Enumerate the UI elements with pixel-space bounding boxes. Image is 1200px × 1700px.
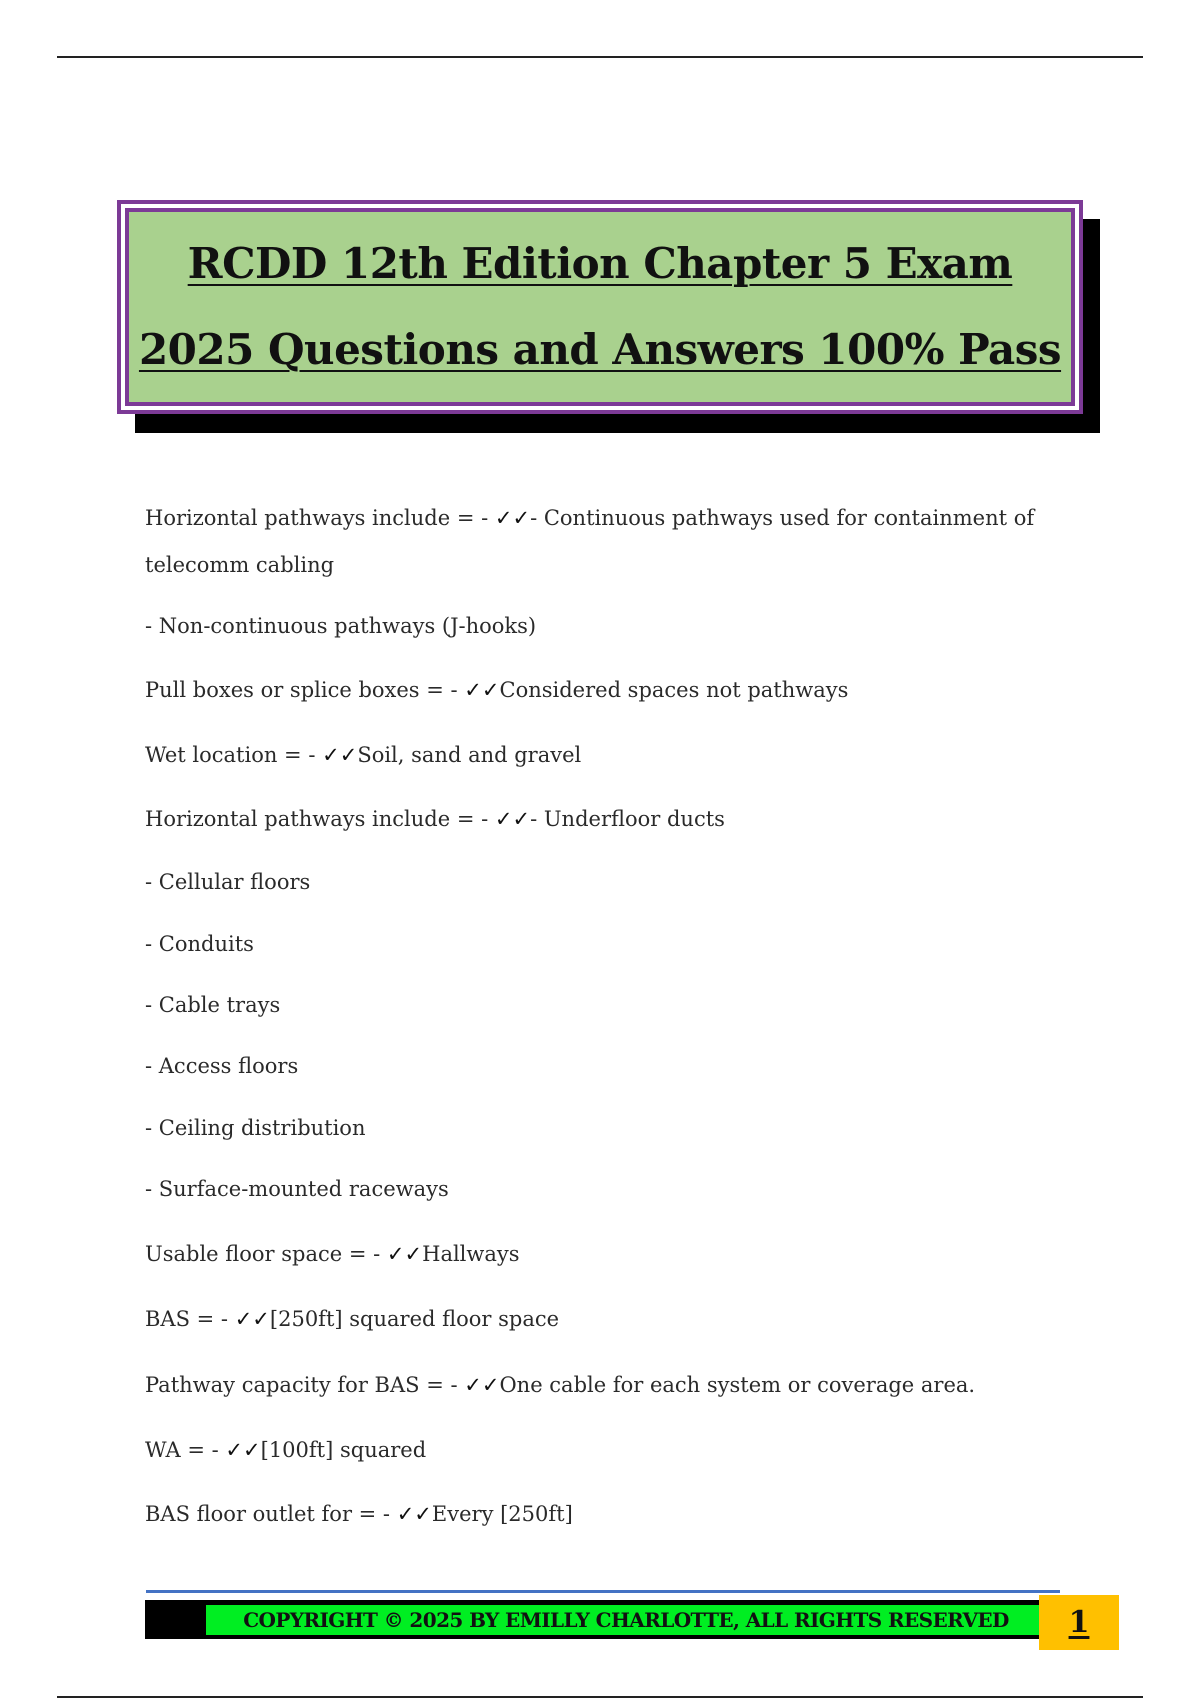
qa-question: - Ceiling distribution [145,1116,366,1140]
document-title-line-1: RCDD 12th Edition Chapter 5 Exam [187,239,1013,288]
title-box-inner [125,208,1075,406]
qa-question: Pull boxes or splice boxes = - [145,678,465,702]
qa-question: - Surface-mounted raceways [145,1177,449,1201]
double-check-icon: ✓✓ [464,1373,500,1397]
qa-answer: Every [250ft] [431,1502,573,1526]
document-title-line-2: 2025 Questions and Answers 100% Pass [138,325,1062,374]
double-check-icon: ✓✓ [396,1502,432,1526]
qa-question: - Non-continuous pathways (J-hooks) [145,614,537,638]
qa-question: - Access floors [145,1054,299,1078]
qa-line [145,1177,1065,1201]
qa-line [145,743,1065,767]
double-check-icon: ✓✓ [225,1438,261,1462]
qa-question: telecomm cabling [145,553,335,577]
title-box [117,200,1083,414]
header-rule [57,56,1143,58]
qa-line [145,506,1065,530]
qa-line [145,1116,1065,1140]
qa-answer: Soil, sand and gravel [357,743,582,767]
qa-question: BAS floor outlet for = - [145,1502,397,1526]
qa-line [145,870,1065,894]
qa-question: - Conduits [145,932,254,956]
double-check-icon: ✓✓ [494,506,531,530]
qa-line [145,678,1065,702]
double-check-icon: ✓✓ [386,1242,423,1266]
double-check-icon: ✓✓ [494,807,531,831]
qa-question: Pathway capacity for BAS = - [145,1373,465,1397]
qa-answer: - Continuous pathways used for containment of [530,506,1035,530]
double-check-icon: ✓✓ [464,678,500,702]
qa-question: - Cellular floors [145,870,311,894]
qa-question: Horizontal pathways include = - [145,807,495,831]
qa-question: BAS = - [145,1307,235,1331]
qa-question: Usable floor space = - [145,1242,387,1266]
footer-rule [146,1590,1060,1593]
page-number: 1 [1068,1605,1090,1640]
qa-answer: - Underfloor ducts [530,807,725,831]
qa-question: Wet location = - [145,743,323,767]
qa-answer: One cable for each system or coverage area. [499,1373,976,1397]
qa-line [145,614,1065,638]
qa-question: - Cable trays [145,993,281,1017]
qa-line [145,993,1065,1017]
double-check-icon: ✓✓ [234,1307,270,1331]
qa-line [145,932,1065,956]
qa-line [145,807,1065,831]
bottom-rule [57,1696,1143,1698]
qa-question: Horizontal pathways include = - [145,506,495,530]
page-number-badge [1039,1595,1119,1650]
qa-line [145,1502,1065,1526]
qa-answer: Hallways [422,1242,520,1266]
qa-answer: Considered spaces not pathways [499,678,849,702]
qa-line [145,553,1065,577]
qa-answer: [100ft] squared [260,1438,427,1462]
double-check-icon: ✓✓ [322,743,358,767]
qa-line [145,1054,1065,1078]
copyright-notice: COPYRIGHT © 2025 BY EMILLY CHARLOTTE, ALL RIGHTS RESERVED [206,1605,1046,1635]
qa-question: WA = - [145,1438,226,1462]
qa-answer: [250ft] squared floor space [269,1307,560,1331]
qa-line [145,1242,1065,1266]
qa-line [145,1373,1065,1397]
qa-line [145,1438,1065,1462]
qa-line [145,1307,1065,1331]
